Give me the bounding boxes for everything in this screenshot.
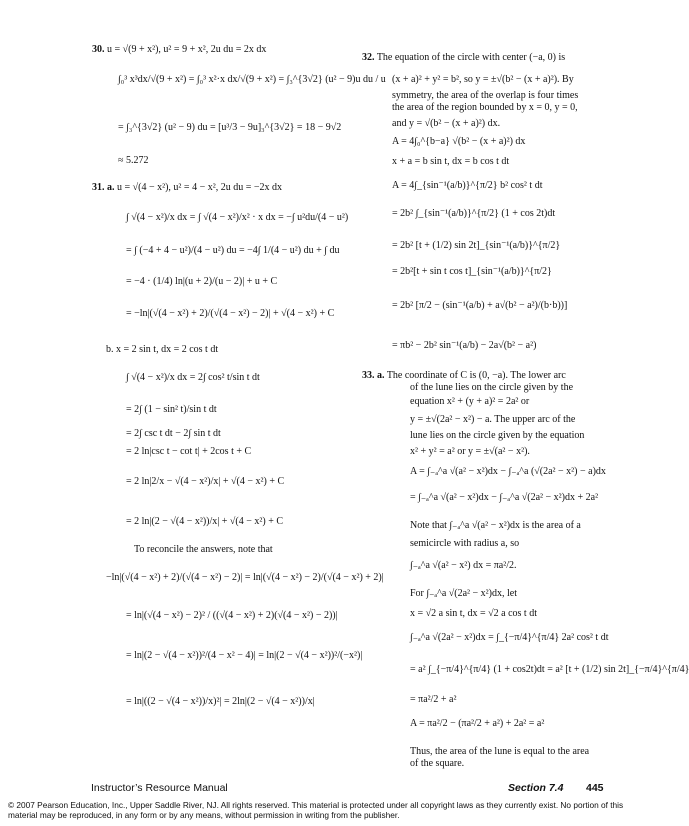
right-math-line: = 2b²[t + sin t cos t]_{sin⁻¹(a/b)}^{π/2} (392, 266, 552, 277)
left-math-line: = 2 ln|(2 − √(4 − x²))/x| + √(4 − x²) + C (126, 516, 284, 527)
left-math-line: = ∫ (−4 + 4 − u²)/(4 − u²) du = −4∫ 1/(4 − u²) du + ∫ du (126, 245, 340, 256)
left-math-line: = −4 · (1/4) ln|(u + 2)/(u − 2)| + u + C (126, 276, 278, 287)
right-math-line: ∫₋ₐ^a √(a² − x²) dx = πa²/2. (410, 560, 517, 571)
left-math-line: = ∫₃^{3√2} (u² − 9) du = [u³/3 − 9u]₃^{3√2} = 18 − 9√2 (118, 122, 342, 133)
left-math-line: ∫₀³ x³dx/√(9 + x²) = ∫₀³ x²·x dx/√(9 + x²) = ∫₃^{3√2} (u² − 9)u du / u (118, 74, 386, 85)
right-math-line: the area of the region bounded by x = 0, y = 0, (392, 102, 578, 113)
right-math-line: x² + y² = a² or y = ±√(a² − x²). (410, 446, 530, 457)
right-math-line: equation x² + (y + a)² = 2a² or (410, 396, 530, 407)
left-math-line: = −ln|(√(4 − x²) + 2)/(√(4 − x²) − 2)| + √(4 − x²) + C (126, 308, 335, 319)
left-math-line: ≈ 5.272 (118, 155, 149, 166)
right-math-line: = πb² − 2b² sin⁻¹(a/b) − 2a√(b² − a²) (392, 340, 537, 351)
left-math-line: ∫ √(4 − x²)/x dx = 2∫ cos² t/sin t dt (126, 372, 260, 383)
left-math-line: To reconcile the answers, note that (134, 544, 273, 555)
right-math-line: A = πa²/2 − (πa²/2 + a²) + 2a² = a² (410, 718, 545, 729)
right-math-line: = a² ∫_{−π/4}^{π/4} (1 + cos2t)dt = a² [t + (1/2) sin 2t]_{−π/4}^{π/4} (410, 664, 689, 675)
left-math-line: = 2 ln|csc t − cot t| + 2cos t + C (126, 446, 252, 457)
copyright-notice: © 2007 Pearson Education, Inc., Upper Saddle River, NJ. All rights reserved. This material is protected under all copyright laws as they currently exist. No portion of this material may be reproduced, in any form or by any means, without permission in writing from the publisher. (8, 800, 624, 820)
left-math-line: = 2∫ (1 − sin² t)/sin t dt (126, 404, 217, 415)
right-math-line: = ∫₋ₐ^a √(a² − x²)dx − ∫₋ₐ^a √(2a² − x²)dx + 2a² (410, 492, 599, 503)
right-math-line: = 2b² ∫_{sin⁻¹(a/b)}^{π/2} (1 + cos 2t)dt (392, 208, 556, 219)
left-math-line: 30. u = √(9 + x²), u² = 9 + x², 2u du = 2x dx (92, 44, 267, 55)
right-math-line: Note that ∫₋ₐ^a √(a² − x²)dx is the area of a (410, 520, 581, 531)
right-math-line: = 2b² [π/2 − (sin⁻¹(a/b) + a√(b² − a²)/(b·b))] (392, 300, 568, 311)
left-math-line: ∫ √(4 − x²)/x dx = ∫ √(4 − x²)/x² · x dx = −∫ u²du/(4 − u²) (126, 212, 349, 223)
right-math-line: (x + a)² + y² = b², so y = ±√(b² − (x + a)²). By (392, 74, 574, 85)
right-math-line: 32. The equation of the circle with center (−a, 0) is (362, 52, 566, 63)
left-math-line: b. x = 2 sin t, dx = 2 cos t dt (106, 344, 219, 355)
right-math-line: A = ∫₋ₐ^a √(a² − x²)dx − ∫₋ₐ^a (√(2a² − x²) − a)dx (410, 466, 606, 477)
right-math-line: of the square. (410, 758, 465, 769)
right-math-line: Thus, the area of the lune is equal to the area (410, 746, 590, 757)
right-math-line: and y = √(b² − (x + a)²) dx. (392, 118, 501, 129)
right-math-line: A = 4∫_{sin⁻¹(a/b)}^{π/2} b² cos² t dt (392, 180, 543, 191)
right-math-line: y = ±√(2a² − x²) − a. The upper arc of the (410, 414, 576, 425)
right-math-line: A = 4∫₀^{b−a} √(b² − (x + a)²) dx (392, 136, 526, 147)
footer-section: Section 7.4 (508, 782, 564, 794)
right-math-line: ∫₋ₐ^a √(2a² − x²)dx = ∫_{−π/4}^{π/4} 2a² cos² t dt (410, 632, 609, 643)
right-math-line: 33. a. The coordinate of C is (0, −a). The lower arc (362, 370, 566, 381)
left-math-line: = 2 ln|2/x − √(4 − x²)/x| + √(4 − x²) + C (126, 476, 285, 487)
left-math-line: −ln|(√(4 − x²) + 2)/(√(4 − x²) − 2)| = ln|(√(4 − x²) − 2)/(√(4 − x²) + 2)| (106, 572, 384, 583)
left-math-line: = ln|((2 − √(4 − x²))/x)²| = 2ln|(2 − √(4 − x²))/x| (126, 696, 315, 707)
right-math-line: lune lies on the circle given by the equation (410, 430, 585, 441)
left-math-line: 31. a. u = √(4 − x²), u² = 4 − x², 2u du = −2x dx (92, 182, 282, 193)
left-math-line: = ln|(√(4 − x²) − 2)² / ((√(4 − x²) + 2)(√(4 − x²) − 2))| (126, 610, 338, 621)
footer-manual-title: Instructor’s Resource Manual (91, 782, 228, 794)
right-math-line: x + a = b sin t, dx = b cos t dt (392, 156, 510, 167)
left-math-line: = 2∫ csc t dt − 2∫ sin t dt (126, 428, 221, 439)
left-math-line: = ln|(2 − √(4 − x²))²/(4 − x² − 4)| = ln|(2 − √(4 − x²))²/(−x²)| (126, 650, 363, 661)
right-math-line: = πa²/2 + a² (410, 694, 457, 705)
right-math-line: symmetry, the area of the overlap is four times (392, 90, 579, 101)
right-math-line: semicircle with radius a, so (410, 538, 520, 549)
right-math-line: x = √2 a sin t, dx = √2 a cos t dt (410, 608, 537, 619)
right-math-line: For ∫₋ₐ^a √(2a² − x²)dx, let (410, 588, 517, 599)
footer-page-number: 445 (586, 782, 604, 794)
right-math-line: of the lune lies on the circle given by the (410, 382, 574, 393)
right-math-line: = 2b² [t + (1/2) sin 2t]_{sin⁻¹(a/b)}^{π/2} (392, 240, 561, 251)
